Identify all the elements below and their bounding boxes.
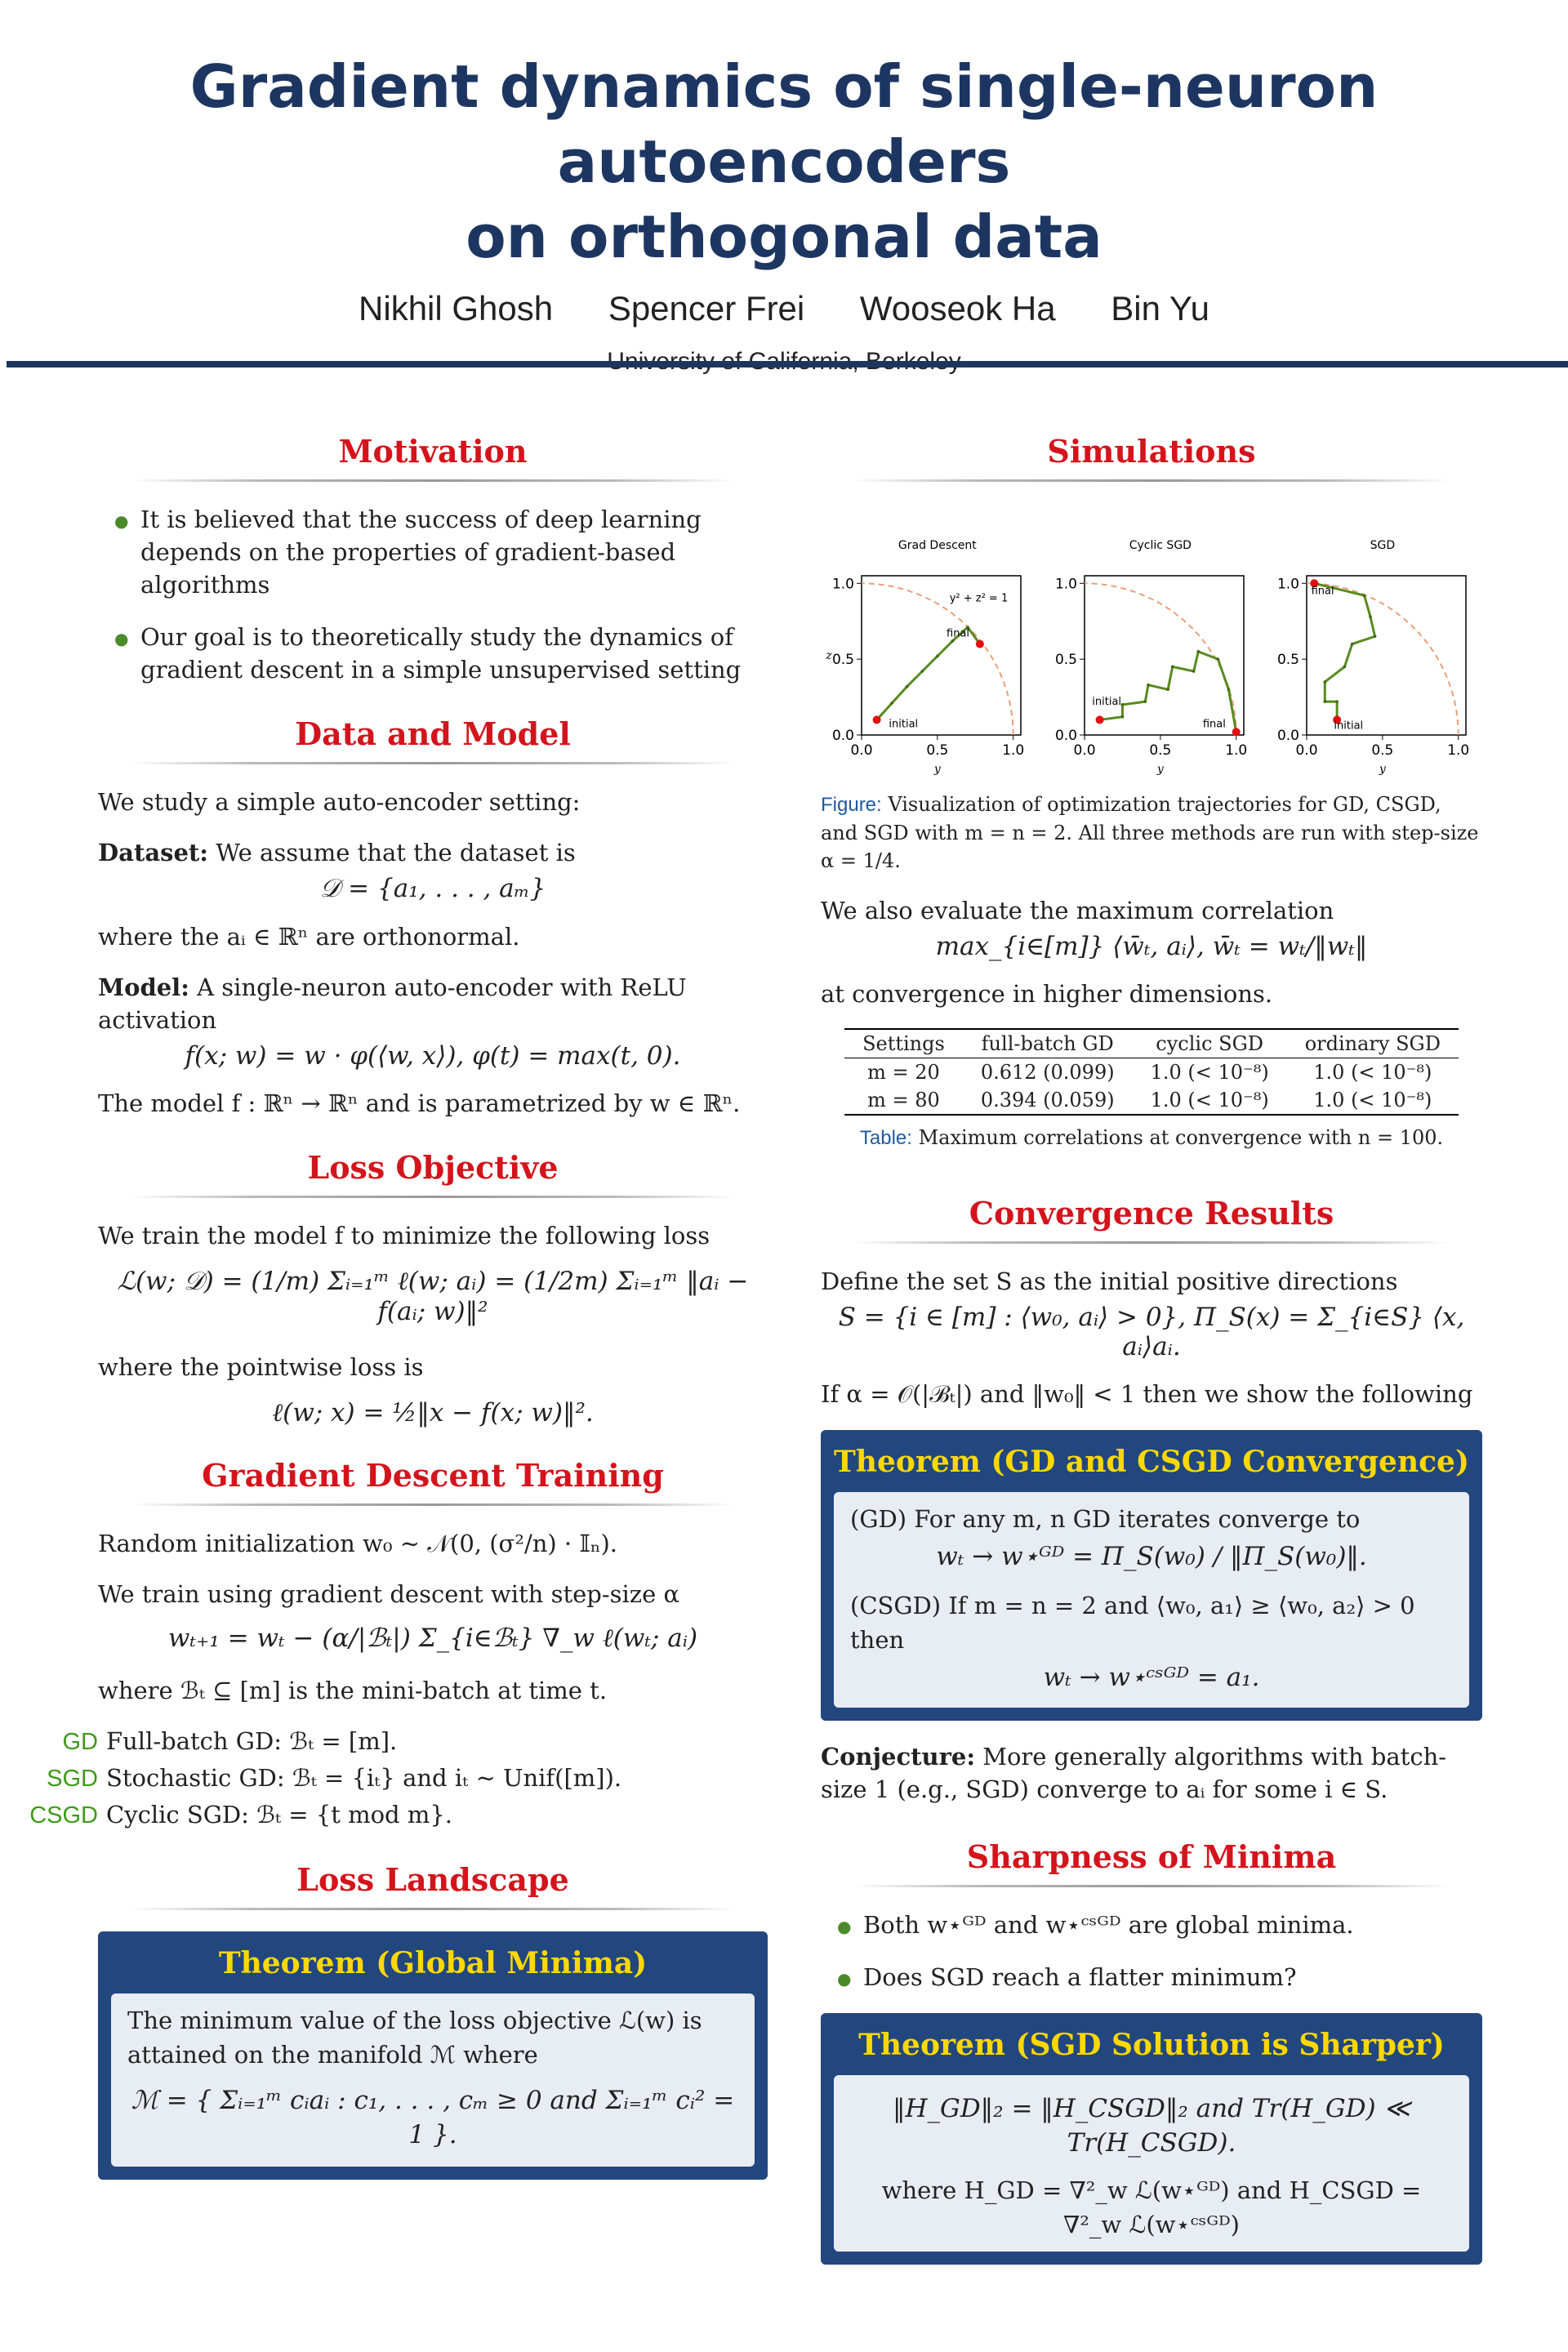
hessian-norm-equation: ‖H_GD‖₂ = ‖H_CSGD‖₂ and Tr(H_GD) ≪ Tr(H_CSGD).	[893, 2094, 1410, 2158]
y-tick-label: 1.0	[1054, 576, 1077, 593]
plot-title: Cyclic SGD	[1129, 539, 1192, 552]
author: Spencer Frei	[608, 289, 805, 327]
initial-point	[873, 715, 881, 724]
loss-equation: ℒ(w; 𝒟) = (1/m) Σᵢ₌₁ᵐ ℓ(w; aᵢ) = (1/2m) Σᵢ₌₁ᵐ ‖aᵢ − f(aᵢ; w)‖²	[117, 1267, 749, 1326]
trajectory-point	[1323, 700, 1326, 703]
section-title-motivation: Motivation	[338, 433, 528, 470]
x-tick-label: 0.0	[850, 742, 873, 759]
trajectory-point	[890, 702, 893, 705]
trajectory-point	[1192, 670, 1195, 673]
sharpness-list	[821, 1909, 1482, 1993]
table-header: cyclic SGD	[1133, 1029, 1287, 1058]
initial-label: initial	[1334, 719, 1364, 733]
trajectory-point	[1335, 700, 1339, 703]
loss-after: where the pointwise loss is	[98, 1353, 424, 1381]
trajectory-point	[1120, 703, 1124, 706]
conjecture: Conjecture: More generally algorithms with batch-size 1 (e.g., SGD) converge to aᵢ for some i ∈ S.	[821, 1743, 1447, 1803]
trajectory-point	[1196, 650, 1200, 653]
theorem-convergence	[821, 1430, 1482, 1721]
plot-grad-descent	[821, 531, 1037, 784]
y-tick-label: 0.5	[1054, 652, 1077, 669]
correlation-equation: max_{i∈[m]} ⟨w̄ₜ, aᵢ⟩, w̄ₜ = wₜ/‖wₜ‖	[935, 932, 1368, 961]
trajectory-point	[1343, 666, 1347, 669]
data-intro: We study a simple auto-encoder setting:	[98, 788, 581, 816]
figure-caption: Figure: Visualization of optimization trajectories for GD, CSGD, and SGD with m = n = 2. All three methods are run with step-size α = 1/4.	[821, 793, 1479, 872]
x-tick-label: 0.0	[1072, 742, 1096, 759]
y-tick-label: 0.0	[1054, 728, 1077, 744]
table-header: full-batch GD	[963, 1029, 1133, 1058]
trajectory-point	[1170, 666, 1174, 669]
motivation-list	[98, 503, 768, 686]
theorem-body: The minimum value of the loss objective ℒ(w) is attained on the manifold ℳ where ℳ = { Σᵢ₌₁ᵐ cᵢaᵢ : c₁, . . . , cₘ ≥ 0 and Σᵢ₌₁ᵐ cᵢ² = 1 }.	[111, 1993, 755, 2167]
poster-title: Gradient dynamics of single-neuron autoencoders on orthogonal data	[189, 52, 1379, 271]
right-column	[821, 433, 1482, 2284]
header-divider	[7, 361, 1568, 368]
hessian-definition: where H_GD = ∇²_w ℒ(w⋆ᴳᴰ) and H_CSGD = ∇²_w ℒ(w⋆ᶜˢᴳᴰ)	[881, 2176, 1422, 2238]
section-divider	[853, 1241, 1450, 1244]
set-s-equation: S = {i ∈ [m] : ⟨w₀, aᵢ⟩ > 0}, Π_S(x) = Σ_{i∈S} ⟨x, aᵢ⟩aᵢ.	[838, 1303, 1465, 1361]
section-divider	[853, 1885, 1450, 1887]
trajectory-point	[1143, 700, 1147, 703]
section-divider	[131, 1908, 735, 1910]
theorem-title: Theorem (SGD Solution is Sharper)	[858, 2028, 1445, 2062]
author-list	[0, 289, 1568, 328]
loss-intro: We train the model f to minimize the following loss	[98, 1222, 710, 1250]
y-tick-label: 1.0	[1276, 576, 1299, 593]
section-title-data-model: Data and Model	[295, 715, 571, 752]
final-label: final	[1311, 585, 1334, 598]
gd-update-equation: wₜ₊₁ = wₜ − (α/|ℬₜ|) Σ_{i∈ℬₜ} ∇_w ℓ(wₜ; aᵢ)	[167, 1624, 698, 1653]
plot-sgd	[1266, 531, 1482, 784]
section-title-sharpness: Sharpness of Minima	[966, 1838, 1337, 1875]
plot-cyclic-sgd	[1044, 531, 1260, 784]
trajectory-point	[1216, 657, 1219, 661]
x-tick-label: 0.0	[1295, 742, 1318, 759]
x-tick-label: 1.0	[1224, 742, 1247, 759]
plot-title: Grad Descent	[898, 539, 977, 552]
initial-point	[1095, 715, 1103, 724]
trajectory-point	[1323, 680, 1326, 684]
trajectory-point	[1166, 688, 1169, 691]
x-tick-label: 0.5	[1148, 742, 1171, 759]
trajectory-point	[1374, 635, 1377, 638]
trajectory-plots	[821, 531, 1482, 784]
model-paragraph: Model: A single-neuron auto-encoder with ReLU activation	[98, 973, 687, 1034]
list-item: ● It is believed that the success of deep learning depends on the properties of gradient-based algorithms	[140, 503, 768, 601]
plot-frame	[1085, 576, 1244, 735]
trajectory-point	[1227, 688, 1230, 691]
trajectory-point	[951, 639, 955, 643]
section-divider	[853, 479, 1450, 482]
trajectory-point	[906, 685, 909, 688]
section-divider	[131, 1503, 735, 1506]
section-divider	[131, 762, 735, 764]
y-tick-label: 0.5	[831, 652, 854, 669]
trajectory-point	[1369, 615, 1372, 618]
y-tick-label: 0.0	[1276, 728, 1299, 744]
author: Bin Yu	[1111, 289, 1209, 327]
gd-after: where ℬₜ ⊆ [m] is the mini-batch at time t.	[98, 1677, 608, 1704]
section-title-convergence: Convergence Results	[969, 1195, 1334, 1232]
circle-label: y² + z² = 1	[949, 592, 1009, 605]
manifold-equation: ℳ = { Σᵢ₌₁ᵐ cᵢaᵢ : c₁, . . . , cₘ ≥ 0 and Σᵢ₌₁ᵐ cᵢ² = 1 }.	[131, 2086, 735, 2149]
theorem-body	[834, 2075, 1469, 2252]
variant-sgd: SGD Stochastic GD: ℬₜ = {iₜ} and iₜ ∼ Unif([m]).	[47, 1764, 622, 1792]
y-tick-label: 0.5	[1276, 652, 1299, 669]
list-item: ● Does SGD reach a flatter minimum?	[863, 1961, 1482, 1993]
author: Nikhil Ghosh	[359, 289, 554, 327]
gd-init: Random initialization w₀ ∼ 𝒩(0, (σ²/n) · 𝕀ₙ).	[98, 1530, 618, 1557]
poster-header	[0, 0, 1568, 376]
section-divider	[131, 1196, 735, 1198]
x-axis-label: y	[1379, 763, 1386, 776]
theorem-title: Theorem (Global Minima)	[218, 1946, 648, 1980]
gd-variants	[29, 1725, 768, 1832]
dataset-paragraph: Dataset: We assume that the dataset is	[98, 839, 576, 866]
dataset-equation: 𝒟 = {a₁, . . . , aₘ}	[319, 874, 546, 903]
pointwise-loss-equation: ℓ(w; x) = ½‖x − f(x; w)‖².	[272, 1398, 594, 1428]
initial-label: initial	[889, 718, 919, 731]
final-label: final	[1202, 718, 1226, 731]
x-tick-label: 0.5	[926, 742, 949, 759]
table-caption: Table: Maximum correlations at convergence with n = 100.	[859, 1126, 1444, 1149]
section-title-gd: Gradient Descent Training	[202, 1457, 664, 1494]
correlation-after: at convergence in higher dimensions.	[821, 980, 1273, 1008]
trajectory-point	[1120, 715, 1124, 719]
author: Wooseok Ha	[859, 289, 1056, 327]
initial-label: initial	[1091, 695, 1121, 708]
trajectory-point	[1147, 684, 1150, 687]
correlation-table	[844, 1028, 1459, 1116]
list-item: ● Our goal is to theoretically study the dynamics of gradient descent in a simple unsupervised setting	[140, 621, 768, 686]
csgd-limit-equation: wₜ → w⋆ᶜˢᴳᴰ = a₁.	[1043, 1663, 1260, 1692]
trajectory-point	[936, 655, 939, 658]
plot-frame	[1307, 576, 1466, 735]
y-tick-label: 0.0	[831, 728, 854, 744]
theorem-sharpness	[821, 2013, 1482, 2265]
x-tick-label: 1.0	[1002, 742, 1025, 759]
left-column	[29, 433, 768, 2199]
variant-csgd: CSGD Cyclic SGD: ℬₜ = {t mod m}.	[29, 1801, 453, 1829]
y-axis-label: z	[826, 649, 832, 663]
final-label: final	[947, 627, 970, 640]
table-row: m = 80 0.394 (0.059) 1.0 (< 10⁻⁸) 1.0 (< 10⁻⁸)	[844, 1086, 1459, 1115]
theorem-global-minima	[98, 1931, 768, 2180]
variant-gd: GD Full-batch GD: ℬₜ = [m].	[62, 1727, 398, 1755]
convergence-condition: If α = 𝒪(|ℬₜ|) and ‖w₀‖ < 1 then we show the following	[821, 1380, 1473, 1408]
x-axis-label: y	[1156, 763, 1164, 776]
x-tick-label: 0.5	[1371, 742, 1394, 759]
section-title-simulations: Simulations	[1047, 433, 1256, 470]
x-axis-label: y	[933, 763, 941, 776]
plot-title: SGD	[1370, 539, 1396, 552]
final-point	[976, 640, 984, 648]
section-title-loss: Loss Objective	[307, 1149, 559, 1186]
section-divider	[131, 479, 735, 482]
theorem-body: (GD) For any m, n GD iterates converge to wₜ → w⋆ᴳᴰ = Π_S(w₀) / ‖Π_S(w₀)‖. (CSGD) If m = n = 2 and ⟨w₀, a₁⟩ ≥ ⟨w₀, a₂⟩ > 0 then wₜ → w⋆ᶜˢᴳᴰ = a₁.	[834, 1492, 1469, 1708]
convergence-define: Define the set S as the initial positive directions	[821, 1267, 1398, 1295]
table-row: m = 20 0.612 (0.099) 1.0 (< 10⁻⁸) 1.0 (< 10⁻⁸)	[867, 1061, 1432, 1084]
gd-limit-equation: wₜ → w⋆ᴳᴰ = Π_S(w₀) / ‖Π_S(w₀)‖.	[936, 1542, 1367, 1571]
dataset-after: where the aᵢ ∈ ℝⁿ are orthonormal.	[98, 923, 520, 951]
correlation-intro: We also evaluate the maximum correlation	[821, 897, 1334, 924]
gd-train: We train using gradient descent with step-size α	[98, 1580, 680, 1608]
section-title-landscape: Loss Landscape	[296, 1861, 569, 1898]
y-tick-label: 1.0	[831, 576, 854, 593]
table-header: ordinary SGD	[1287, 1029, 1459, 1058]
list-item: ● Both w⋆ᴳᴰ and w⋆ᶜˢᴳᴰ are global minima.	[863, 1909, 1482, 1941]
model-after: The model f : ℝⁿ → ℝⁿ and is parametrized by w ∈ ℝⁿ.	[98, 1089, 741, 1117]
trajectory-point	[920, 670, 924, 673]
model-equation: f(x; w) = w · φ(⟨w, x⟩), φ(t) = max(t, 0).	[185, 1041, 681, 1071]
trajectory-point	[1351, 643, 1354, 646]
trajectory-point	[1363, 594, 1366, 597]
table-header: Settings	[844, 1029, 963, 1058]
x-tick-label: 1.0	[1447, 742, 1470, 759]
final-point	[1232, 728, 1240, 736]
theorem-title: Theorem (GD and CSGD Convergence)	[834, 1445, 1469, 1479]
